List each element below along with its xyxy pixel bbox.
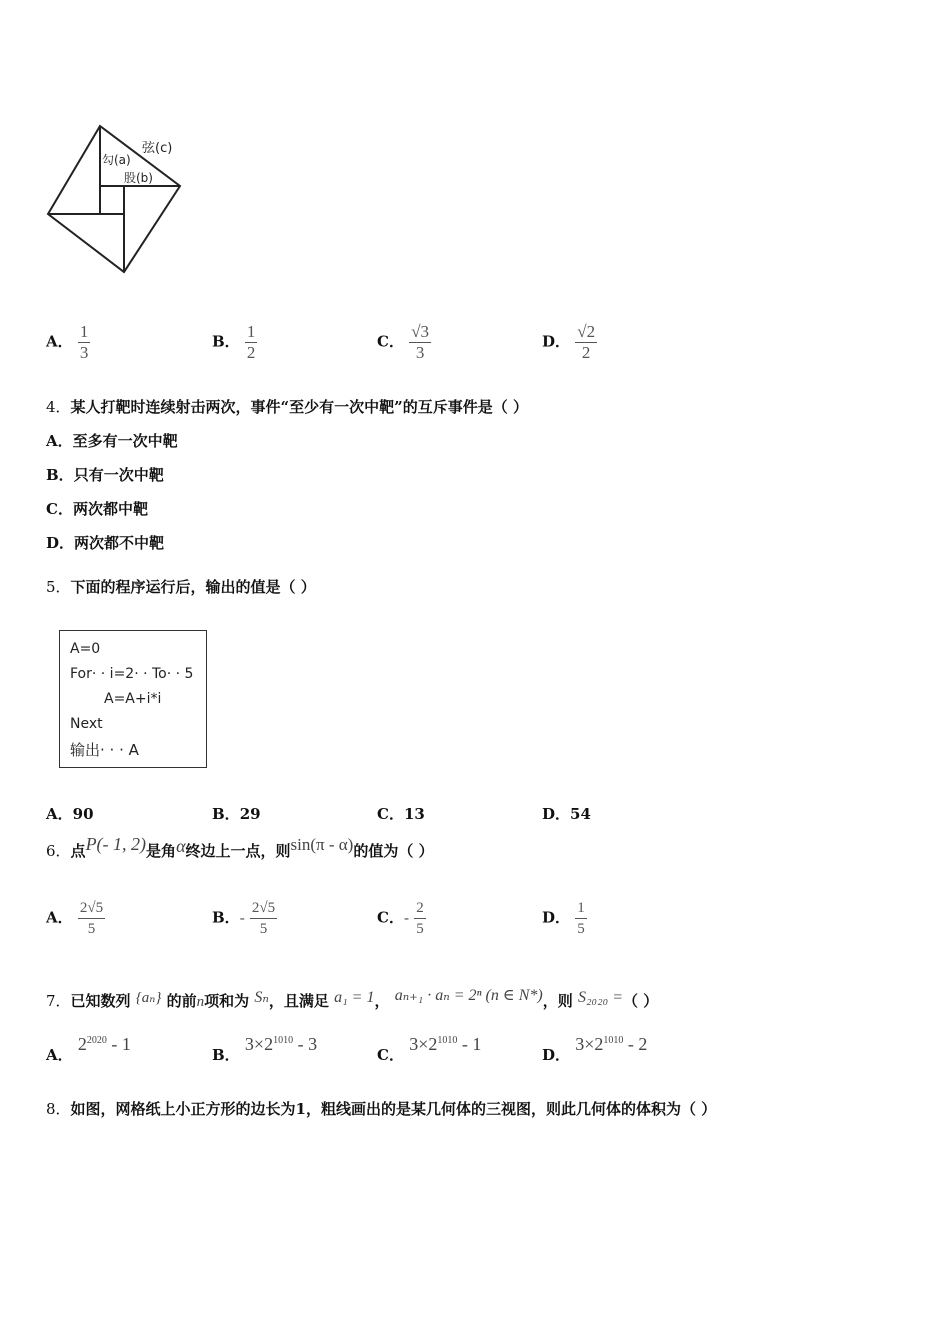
fraction: $\frac{1}{2}$ [246, 322, 256, 362]
q7-option-c[interactable]: C． $3\times 2^{1010} - 1$ [377, 1034, 482, 1064]
code-line: 输出· · · A [70, 741, 139, 759]
q6-option-a[interactable]: A． $\frac{2√5}{5}$ [46, 900, 104, 937]
q7-stem: 7．已知数列 {aₙ} 的前n项和为 Sₙ，且满足 a₁ = 1， aₙ₊₁ · aₙ = 2ⁿ (n ∈ N*)，则 S₂₀₂₀ =（ ） [46, 987, 659, 1010]
program-code-box [59, 630, 207, 768]
q3-option-c[interactable] [377, 322, 431, 363]
q4-option-d[interactable]: D．两次都不中靶 [46, 534, 165, 552]
q5-option-d[interactable]: D．54 [542, 805, 591, 823]
q6-option-d[interactable]: D． $\frac{1}{5}$ [542, 900, 585, 937]
label-hypotenuse: 弦(c) [142, 141, 173, 156]
code-line: For· · i=2· · To· · 5 [70, 666, 194, 682]
q4-stem: 4．某人打靶时连续射击两次，事件“至少有一次中靶”的互斥事件是（ ） [46, 398, 529, 416]
q4-option-a[interactable]: A．至多有一次中靶 [46, 432, 178, 450]
q4-option-b[interactable]: B．只有一次中靶 [46, 466, 164, 484]
q6-option-b[interactable]: B．- $\frac{2√5}{5}$ [212, 900, 276, 937]
q6-stem: 6．点P(- 1, 2)是角α终边上一点，则sin(π - α)的值为（ ） [46, 834, 434, 860]
code-line: A=A+i*i [104, 691, 162, 707]
option-letter: A． [46, 332, 73, 351]
q5-option-b[interactable]: B．29 [212, 805, 261, 823]
fraction: $\frac{√2}{2}$ [577, 322, 596, 362]
option-letter: D． [542, 332, 571, 351]
q8-stem: 8．如图，网格纸上小正方形的边长为1，粗线画出的是某几何体的三视图，则此几何体的体积为（ ） [46, 1100, 717, 1118]
q6-option-c[interactable]: C．- $\frac{2}{5}$ [377, 900, 424, 937]
q3-option-b[interactable] [212, 322, 257, 363]
label-leg-b: 股(b) [124, 171, 153, 185]
code-line: Next [70, 716, 103, 732]
q5-stem: 5．下面的程序运行后，输出的值是（ ） [46, 578, 316, 596]
q4-option-c[interactable]: C．两次都中靶 [46, 500, 148, 518]
q7-option-a[interactable]: A． $2^{2020} - 1$ [46, 1034, 131, 1064]
pythagorean-diagram [40, 120, 200, 280]
q3-option-a[interactable] [46, 322, 90, 363]
option-letter: B． [212, 332, 240, 351]
q7-option-b[interactable]: B． $3\times 2^{1010} - 3$ [212, 1034, 318, 1064]
code-line: A=0 [70, 641, 101, 657]
fraction: $\frac{√3}{3}$ [411, 322, 430, 362]
q5-option-a[interactable]: A．90 [46, 805, 94, 823]
q5-option-c[interactable]: C．13 [377, 805, 425, 823]
option-letter: C． [377, 332, 404, 351]
q3-option-d[interactable] [542, 322, 597, 363]
fraction: $\frac{1}{3}$ [79, 322, 89, 362]
label-leg-a: 勾(a) [102, 153, 131, 167]
q7-option-d[interactable]: D． $3\times 2^{1010} - 2$ [542, 1034, 648, 1064]
